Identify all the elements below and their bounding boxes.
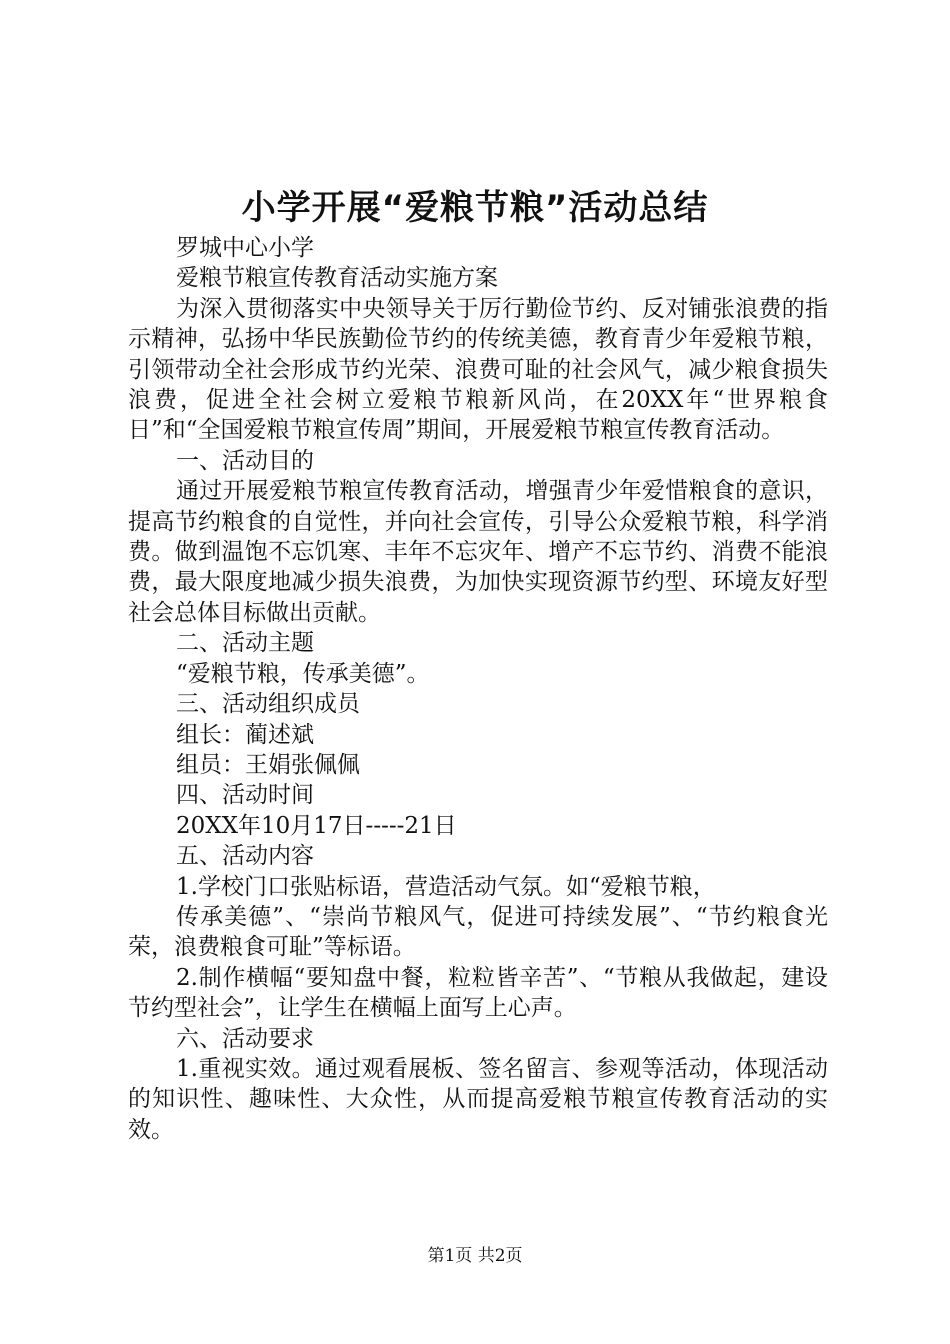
section-heading-time: 四、活动时间 xyxy=(176,782,314,809)
content-item-1-continued: 传承美德”、“崇尚节粮风气，促进可持续发展”、“节约粮食光荣，浪费粮食可耻”等标语。 xyxy=(128,903,828,961)
content-item-1: 1.学校门口张贴标语，营造活动气氛。如“爱粮节粮， xyxy=(176,873,716,900)
section-heading-theme: 二、活动主题 xyxy=(176,630,314,657)
content-item-2: 2.制作横幅“要知盘中餐，粒粒皆辛苦”、“节粮从我做起，建设节约型社会”，让学生在横幅上面写上心声。 xyxy=(128,964,828,1022)
members-line: 组员：王娟张佩佩 xyxy=(176,751,360,778)
document-body xyxy=(128,233,828,1145)
leader-line: 组长：蔺述斌 xyxy=(176,721,314,748)
page-footer: 第1页 共2页 xyxy=(427,1246,523,1266)
section-heading-requirements: 六、活动要求 xyxy=(176,1025,314,1052)
theme-paragraph: “爱粮节粮，传承美德”。 xyxy=(176,660,430,687)
plan-title: 爱粮节粮宣传教育活动实施方案 xyxy=(176,265,498,292)
requirement-item-1: 1.重视实效。通过观看展板、签名留言、参观等活动，体现活动的知识性、趣味性、大众性，从而提高爱粮节粮宣传教育活动的实效。 xyxy=(128,1055,828,1143)
document-title: 小学开展“爱粮节粮”活动总结 xyxy=(241,188,709,228)
time-line: 20XX年10月17日-----21日 xyxy=(176,812,457,839)
intro-paragraph: 为深入贯彻落实中央领导关于厉行勤俭节约、反对铺张浪费的指示精神，弘扬中华民族勤俭节约的传统美德，教育青少年爱粮节粮，引领带动全社会形成节约光荣、浪费可耻的社会风气，减少粮食损失浪费，促进全社会树立爱粮节粮新风尚，在20XX年“世界粮食日”和“全国爱粮节粮宣传周”期间，开展爱粮节粮宣传教育活动。 xyxy=(128,295,828,444)
section-heading-members: 三、活动组织成员 xyxy=(176,691,360,718)
school-name: 罗城中心小学 xyxy=(176,235,314,261)
section-heading-content: 五、活动内容 xyxy=(176,843,314,870)
section-heading-purpose: 一、活动目的 xyxy=(176,447,314,474)
purpose-paragraph: 通过开展爱粮节粮宣传教育活动，增强青少年爱惜粮食的意识，提高节约粮食的自觉性，并向社会宣传，引导公众爱粮节粮，科学消费。做到温饱不忘饥寒、丰年不忘灾年、增产不忘节约、消费不能浪费，最大限度地减少损失浪费，为加快实现资源节约型、环境友好型社会总体目标做出贡献。 xyxy=(128,478,828,626)
